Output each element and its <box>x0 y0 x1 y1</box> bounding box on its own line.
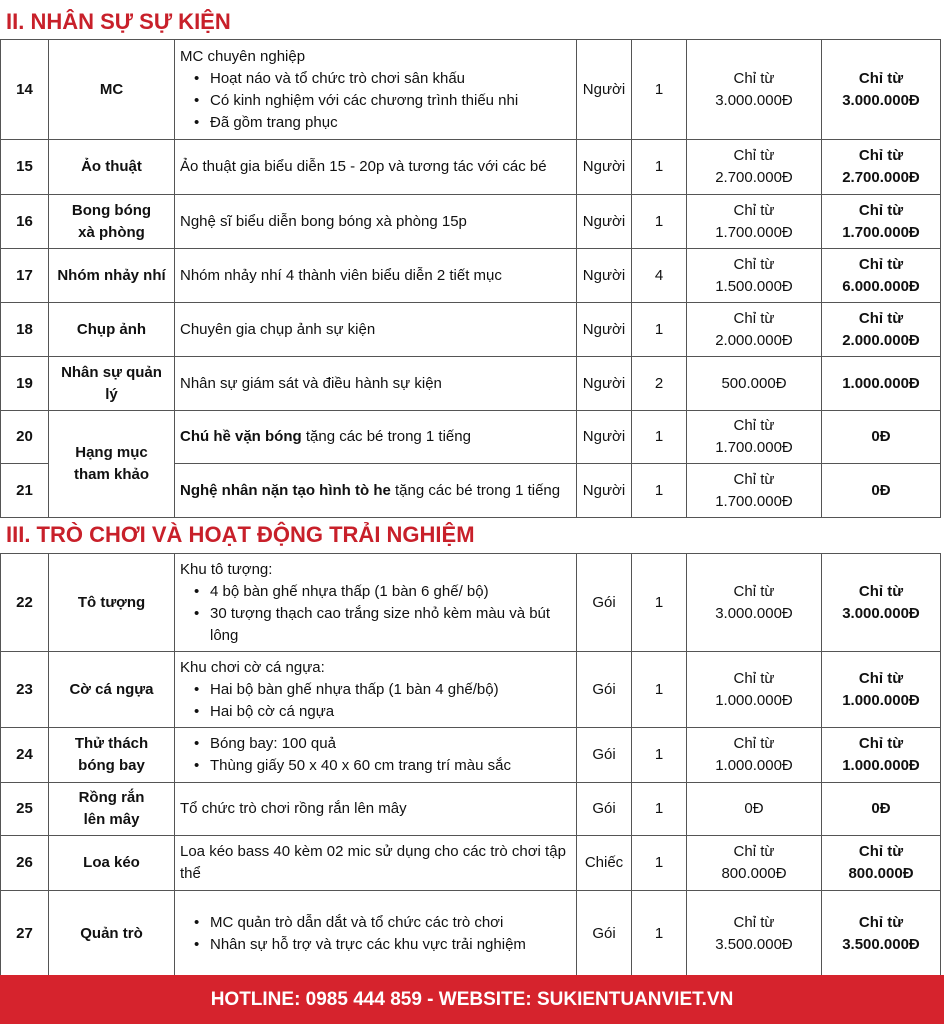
item-description: Tổ chức trò chơi rồng rắn lên mây <box>175 783 577 836</box>
table-row <box>1 783 941 836</box>
total-price <box>822 303 941 357</box>
row-number: 15 <box>1 140 49 195</box>
price-value: 1.500.000Đ <box>715 277 793 295</box>
item-name-line: lên mây <box>83 811 140 828</box>
item-description: Loa kéo bass 40 kèm 02 mic sử dụng cho các trò chơi tập thể <box>175 836 577 891</box>
item-group-name <box>49 411 175 518</box>
total-price <box>822 554 941 652</box>
price-value: 3.500.000Đ <box>715 935 793 953</box>
quantity: 2 <box>632 357 687 411</box>
item-description <box>175 411 577 464</box>
price-value: 800.000Đ <box>721 865 787 882</box>
total-value: 2.700.000Đ <box>842 169 920 186</box>
item-description <box>175 652 577 728</box>
price-prefix: Chỉ từ <box>733 470 775 488</box>
item-name-line: Nhân sự quản <box>61 363 162 381</box>
total-price <box>822 652 941 728</box>
table-row <box>1 40 941 140</box>
description-list <box>180 733 570 777</box>
list-item: • Bóng bay: 100 quả <box>202 733 570 755</box>
description-bold: Chú hề vặn bóng <box>180 428 302 445</box>
unit-price <box>687 554 822 652</box>
total-prefix: Chỉ từ <box>858 255 904 273</box>
item-name <box>49 728 175 783</box>
description-bold: Nghệ nhân nặn tạo hình tò he <box>180 481 391 499</box>
description-intro: Khu chơi cờ cá ngựa: <box>180 658 325 676</box>
list-item: • Hoạt náo và tổ chức trò chơi sân khấu <box>202 68 570 90</box>
section-2-title: II. NHÂN SỰ SỰ KIỆN <box>6 9 231 34</box>
item-name-line: Rồng rắn <box>78 789 145 806</box>
description-rest: tặng các bé trong 1 tiếng <box>390 481 561 499</box>
unit-price <box>687 836 822 891</box>
price-prefix: Chỉ từ <box>733 669 775 687</box>
price-value: 2.700.000Đ <box>715 169 793 186</box>
unit: Gói <box>577 783 632 836</box>
item-description <box>175 891 577 977</box>
item-name: Loa kéo <box>49 836 175 891</box>
unit: Gói <box>577 891 632 977</box>
total-value: 3.000.000Đ <box>842 604 920 622</box>
item-description <box>175 554 577 652</box>
total-price <box>822 249 941 303</box>
total-prefix: Chỉ từ <box>858 147 904 164</box>
item-name <box>49 195 175 249</box>
item-name <box>49 783 175 836</box>
total-value: 3.500.000Đ <box>842 935 920 953</box>
item-name-line: lý <box>105 385 118 403</box>
total-prefix: Chỉ từ <box>858 843 904 860</box>
price-prefix: Chỉ từ <box>733 69 775 87</box>
total-value: 1.700.000Đ <box>842 223 920 241</box>
quantity: 4 <box>632 249 687 303</box>
item-description: Ảo thuật gia biểu diễn 15 - 20p và tương tác với các bé <box>175 140 577 195</box>
price-value: 1.700.000Đ <box>715 492 793 510</box>
total-price <box>822 40 941 140</box>
total-price <box>822 836 941 891</box>
total-value: 3.000.000Đ <box>842 91 920 109</box>
quantity: 1 <box>632 303 687 357</box>
unit-price <box>687 140 822 195</box>
list-item: • Hai bộ cờ cá ngựa <box>202 701 570 723</box>
total-price <box>822 891 941 977</box>
list-item: • 30 tượng thạch cao trắng size nhỏ kèm màu và bút lông <box>202 603 570 647</box>
total-value: 1.000.000Đ <box>842 691 920 709</box>
table-row <box>1 303 941 357</box>
staff-table <box>0 39 941 518</box>
row-number: 19 <box>1 357 49 411</box>
total-prefix: Chỉ từ <box>858 582 904 600</box>
price-value: 3.000.000Đ <box>715 91 793 109</box>
item-name: Chụp ảnh <box>49 303 175 357</box>
quantity: 1 <box>632 554 687 652</box>
item-name-line: bóng bay <box>78 757 145 774</box>
price-value: 1.000.000Đ <box>715 691 793 709</box>
list-item: • Có kinh nghiệm với các chương trình thiếu nhi <box>202 90 570 112</box>
item-name: Quản trò <box>49 891 175 977</box>
unit-price <box>687 40 822 140</box>
item-name-line: Hạng mục <box>75 444 148 461</box>
item-description: Nghệ sĩ biểu diễn bong bóng xà phòng 15p <box>175 195 577 249</box>
item-description: Chuyên gia chụp ảnh sự kiện <box>175 303 577 357</box>
hotline-footer: HOTLINE: 0985 444 859 - WEBSITE: SUKIENTUANVIET.VN <box>0 975 944 1024</box>
total-value: 2.000.000Đ <box>842 331 920 349</box>
total-prefix: Chỉ từ <box>858 669 904 687</box>
unit: Người <box>577 411 632 464</box>
description-list <box>180 679 570 723</box>
price-value: 2.000.000Đ <box>715 331 793 349</box>
table-row <box>1 357 941 411</box>
item-name-line: tham khảo <box>73 466 149 483</box>
row-number: 26 <box>1 836 49 891</box>
description-intro: MC chuyên nghiệp <box>180 47 306 65</box>
unit-price <box>687 411 822 464</box>
item-name-line: Thử thách <box>74 735 149 752</box>
item-name-line: xà phòng <box>78 223 145 241</box>
row-number: 25 <box>1 783 49 836</box>
price-prefix: Chỉ từ <box>733 735 775 752</box>
total-price <box>822 140 941 195</box>
table-row <box>1 554 941 652</box>
row-number: 20 <box>1 411 49 464</box>
quantity: 1 <box>632 40 687 140</box>
description-rest: tặng các bé trong 1 tiếng <box>301 428 471 445</box>
price-prefix: Chỉ từ <box>733 582 775 600</box>
item-name: Tô tượng <box>49 554 175 652</box>
row-number: 18 <box>1 303 49 357</box>
item-description <box>175 464 577 518</box>
price-prefix: Chỉ từ <box>733 843 775 860</box>
price-prefix: Chỉ từ <box>733 255 775 273</box>
list-item: • Thùng giấy 50 x 40 x 60 cm trang trí màu sắc <box>202 755 570 777</box>
unit: Người <box>577 195 632 249</box>
unit-price <box>687 652 822 728</box>
description-list <box>180 581 570 647</box>
quantity: 1 <box>632 411 687 464</box>
activities-table <box>0 553 941 977</box>
item-name <box>49 357 175 411</box>
unit-price: 0Đ <box>687 783 822 836</box>
total-value: 1.000.000Đ <box>842 757 920 774</box>
unit-price <box>687 195 822 249</box>
quantity: 1 <box>632 652 687 728</box>
quantity: 1 <box>632 836 687 891</box>
total-value: 800.000Đ <box>848 865 914 882</box>
item-description: Nhân sự giám sát và điều hành sự kiện <box>175 357 577 411</box>
total-prefix: Chỉ từ <box>858 201 904 219</box>
total-prefix: Chỉ từ <box>858 309 904 327</box>
unit-price <box>687 303 822 357</box>
price-prefix: Chỉ từ <box>733 913 775 931</box>
price-prefix: Chỉ từ <box>733 309 775 327</box>
table-row <box>1 249 941 303</box>
unit: Chiếc <box>577 836 632 891</box>
item-description: Nhóm nhảy nhí 4 thành viên biểu diễn 2 tiết mục <box>175 249 577 303</box>
price-value: 3.000.000Đ <box>715 604 793 622</box>
item-name: Nhóm nhảy nhí <box>49 249 175 303</box>
total-value: 6.000.000Đ <box>842 277 920 295</box>
list-item: • Nhân sự hỗ trợ và trực các khu vực trải nghiệm <box>202 934 570 956</box>
quantity: 1 <box>632 783 687 836</box>
unit: Người <box>577 464 632 518</box>
item-name-line: Bong bóng <box>71 201 152 219</box>
total-prefix: Chỉ từ <box>858 69 904 87</box>
table-row <box>1 652 941 728</box>
price-prefix: Chỉ từ <box>733 201 775 219</box>
row-number: 22 <box>1 554 49 652</box>
price-value: 1.000.000Đ <box>715 757 793 774</box>
total-price <box>822 195 941 249</box>
total-prefix: Chỉ từ <box>858 735 904 752</box>
unit-price <box>687 249 822 303</box>
table-row <box>1 728 941 783</box>
item-description <box>175 40 577 140</box>
unit: Người <box>577 140 632 195</box>
unit: Gói <box>577 554 632 652</box>
unit: Người <box>577 249 632 303</box>
description-intro: Khu tô tượng: <box>180 560 273 578</box>
unit: Người <box>577 40 632 140</box>
item-description <box>175 728 577 783</box>
total-price <box>822 728 941 783</box>
unit: Người <box>577 357 632 411</box>
price-value: 1.700.000Đ <box>715 223 793 241</box>
row-number: 16 <box>1 195 49 249</box>
row-number: 17 <box>1 249 49 303</box>
total-price: 0Đ <box>822 783 941 836</box>
description-list <box>180 912 570 956</box>
unit: Gói <box>577 728 632 783</box>
unit-price <box>687 891 822 977</box>
total-price: 1.000.000Đ <box>822 357 941 411</box>
list-item: • Đã gồm trang phục <box>202 112 570 134</box>
total-prefix: Chỉ từ <box>858 913 904 931</box>
list-item: • Hai bộ bàn ghế nhựa thấp (1 bàn 4 ghế/bộ) <box>202 679 570 701</box>
item-name: MC <box>49 40 175 140</box>
quantity: 1 <box>632 195 687 249</box>
total-price: 0Đ <box>822 411 941 464</box>
quantity: 1 <box>632 140 687 195</box>
list-item: • MC quản trò dẫn dắt và tổ chức các trò chơi <box>202 912 570 934</box>
section-3-title: III. TRÒ CHƠI VÀ HOẠT ĐỘNG TRẢI NGHIỆM <box>6 522 475 547</box>
row-number: 27 <box>1 891 49 977</box>
total-price: 0Đ <box>822 464 941 518</box>
unit: Người <box>577 303 632 357</box>
row-number: 14 <box>1 40 49 140</box>
quantity: 1 <box>632 728 687 783</box>
item-name: Cờ cá ngựa <box>49 652 175 728</box>
list-item: • 4 bộ bàn ghế nhựa thấp (1 bàn 6 ghế/ bộ) <box>202 581 570 603</box>
description-list <box>180 68 570 134</box>
row-number: 24 <box>1 728 49 783</box>
quantity: 1 <box>632 891 687 977</box>
unit-price <box>687 728 822 783</box>
row-number: 21 <box>1 464 49 518</box>
price-prefix: Chỉ từ <box>733 147 775 164</box>
table-row <box>1 836 941 891</box>
unit-price: 500.000Đ <box>687 357 822 411</box>
unit-price <box>687 464 822 518</box>
unit: Gói <box>577 652 632 728</box>
quantity: 1 <box>632 464 687 518</box>
row-number: 23 <box>1 652 49 728</box>
price-value: 1.700.000Đ <box>715 439 793 456</box>
item-name: Ảo thuật <box>49 140 175 195</box>
table-row <box>1 140 941 195</box>
table-row <box>1 891 941 977</box>
table-row <box>1 195 941 249</box>
table-row <box>1 411 941 464</box>
price-prefix: Chỉ từ <box>733 417 775 434</box>
